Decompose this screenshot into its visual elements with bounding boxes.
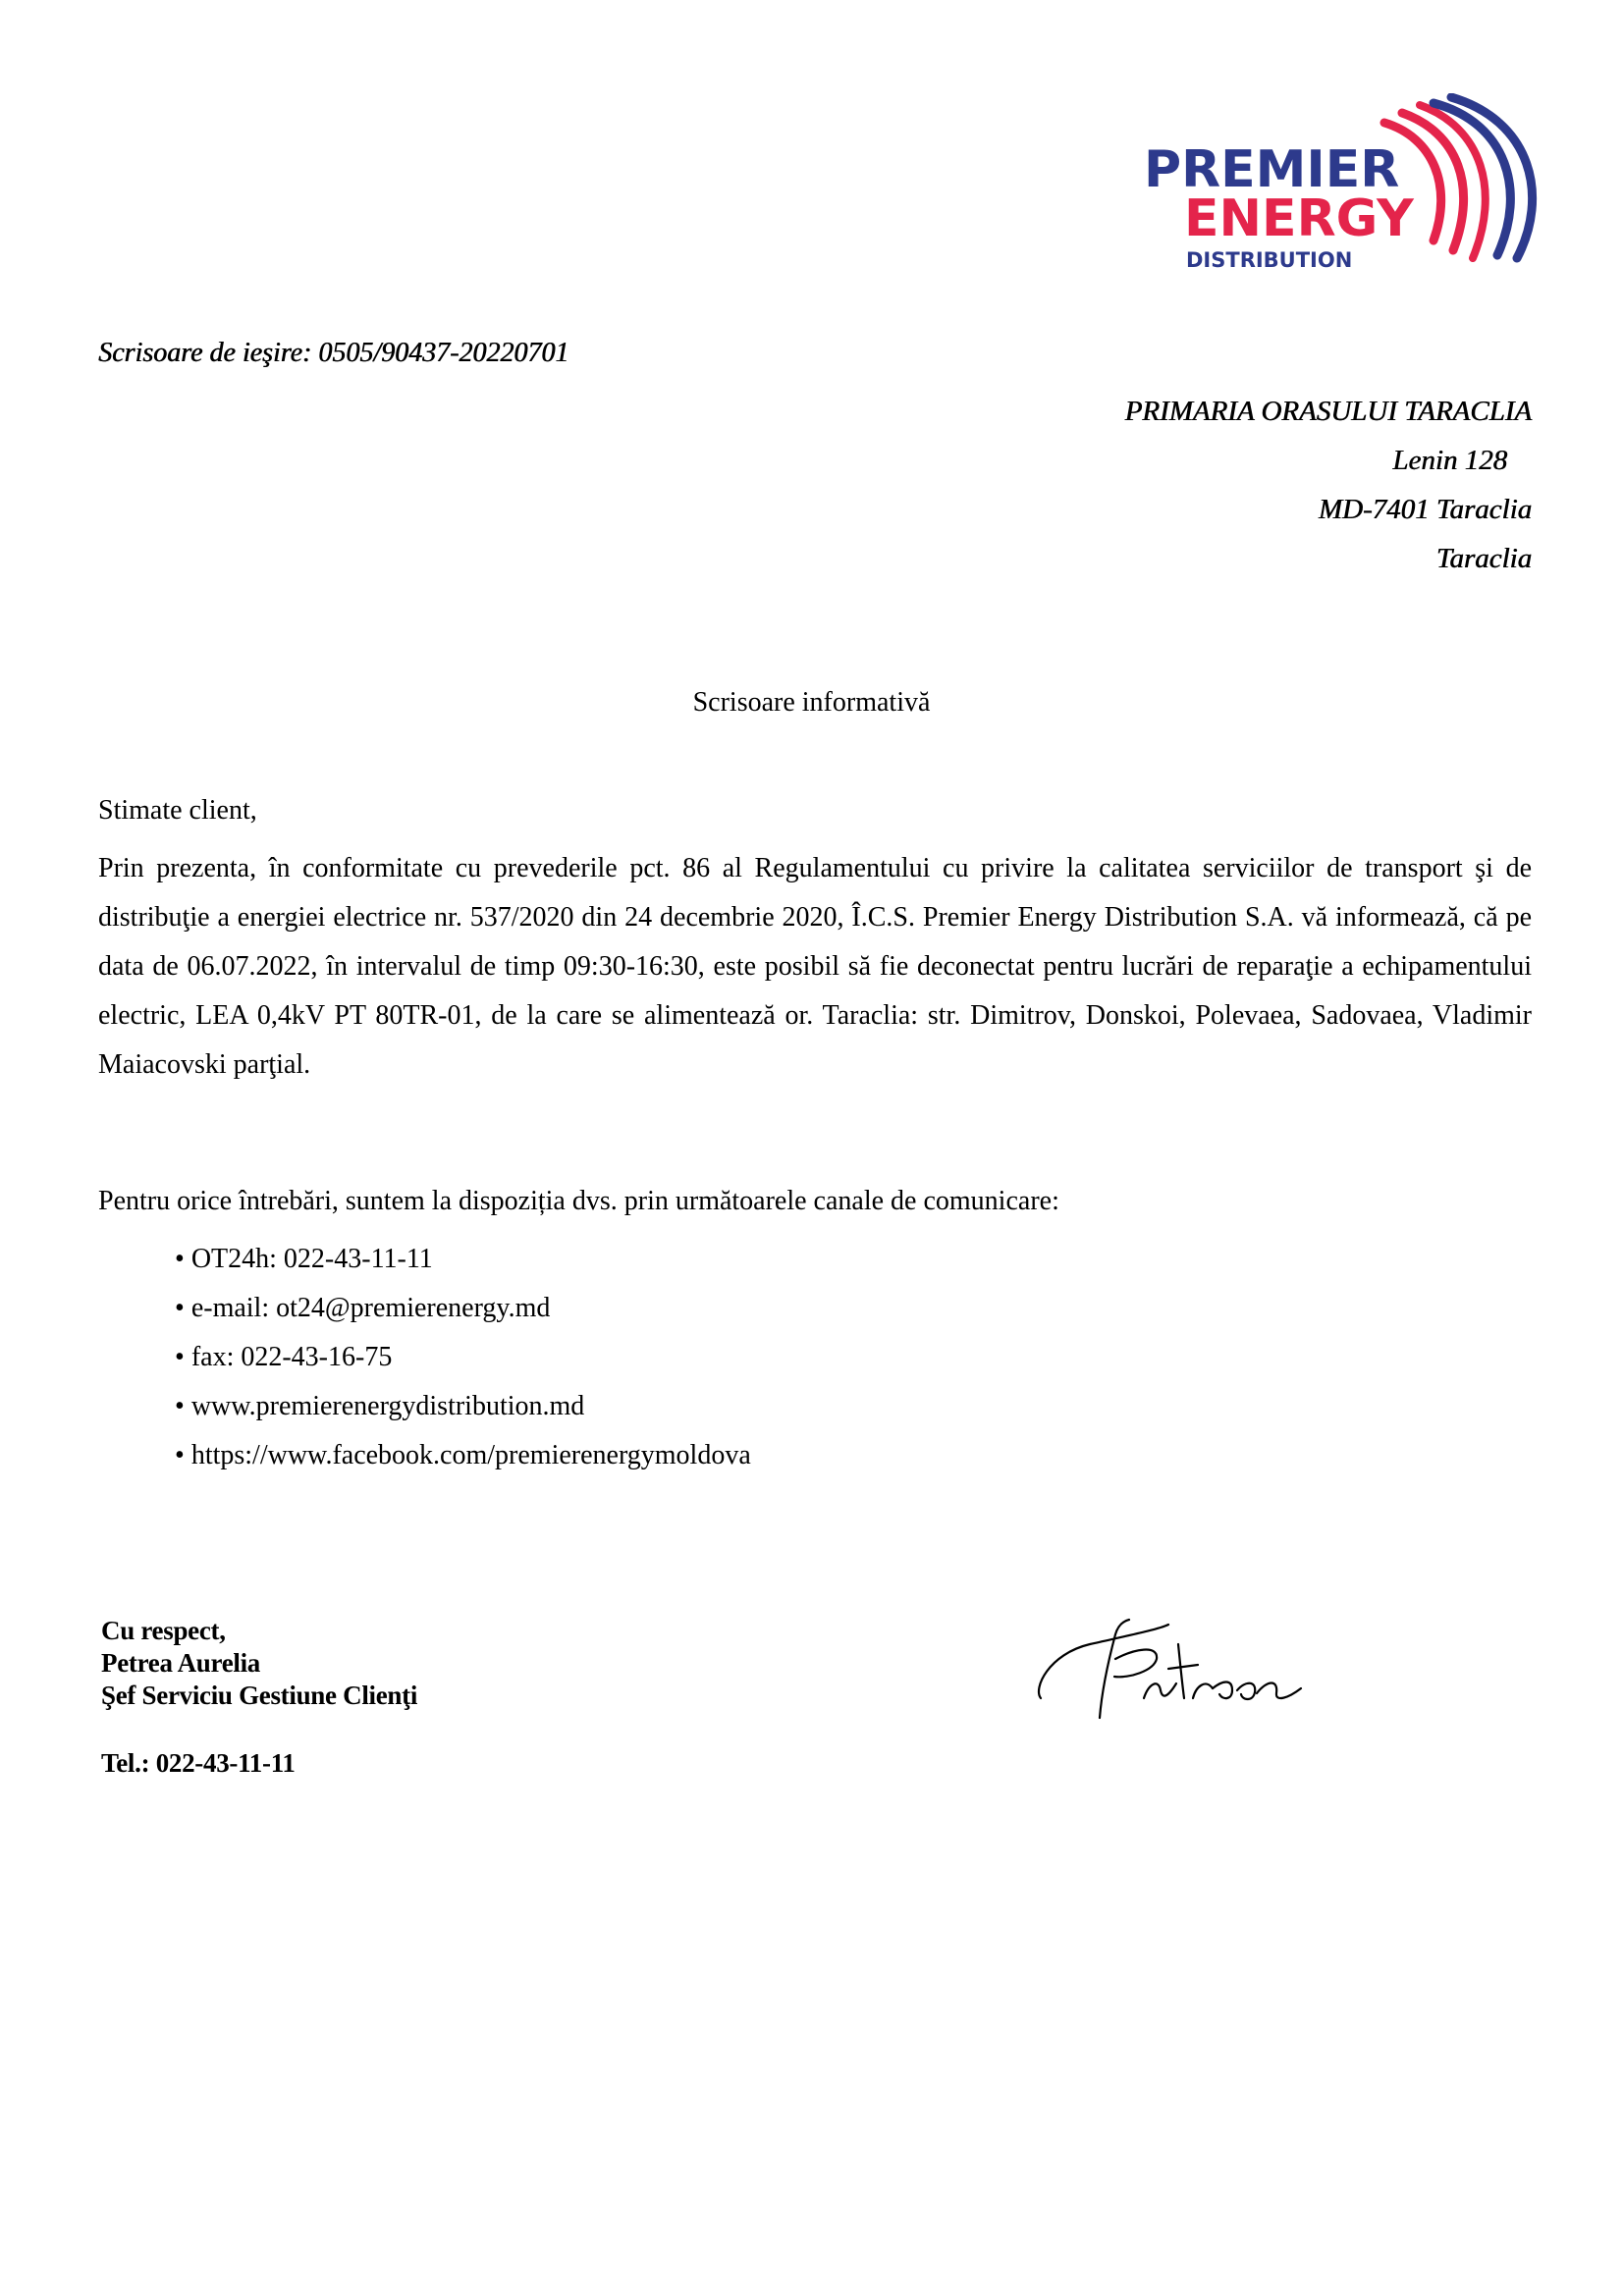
closing-block: [101, 1615, 417, 1780]
closing-regards: Cu respect,: [101, 1616, 226, 1645]
document-title: Scrisoare informativă: [692, 687, 931, 718]
recipient-city: Taraclia: [1435, 543, 1532, 574]
logo-line2: ENERGY: [1184, 189, 1414, 248]
recipient-postal: MD-7401 Taraclia: [1318, 494, 1532, 525]
body-paragraph: Prin prezenta, în conformitate cu prevederile pct. 86 al Regulamentului cu privire la calitatea serviciilor de transport şi de distribuţie a energiei electrice nr. 537/2020 din 24 decembrie 2020, Î.C.S. Premier Energy Distribution S.A. vă informează, că pe data de 06.07.2022, în intervalul de timp 09:30-16:30, este posibil să fie deconectat pentru lucrări de reparaţie a echipamentului electric, LEA 0,4kV PT 80TR-01, de la care se alimentează or. Taraclia: str. Dimitrov, Donskoi, Polevaea, Sadovaea, Vladimir Maiacovski parţial.: [98, 853, 1532, 1080]
contact-intro: Pentru orice întrebări, suntem la dispoziția dvs. prin următoarele canale de comunicare:: [98, 1186, 1059, 1216]
recipient-name: PRIMARIA ORASULUI TARACLIA: [1124, 396, 1532, 427]
greeting: Stimate client,: [98, 795, 257, 826]
recipient-address: [844, 387, 1532, 583]
logo-line1: PREMIER: [1144, 140, 1400, 199]
contact-email: • e-mail: ot24@premierenergy.md: [175, 1284, 751, 1333]
contact-website: • www.premierenergydistribution.md: [175, 1382, 751, 1431]
premier-energy-logo: [1139, 93, 1551, 280]
recipient-street: Lenin 128: [1392, 445, 1507, 476]
signatory-phone: Tel.: 022-43-11-11: [101, 1748, 296, 1778]
contact-phone: • OT24h: 022-43-11-11: [175, 1235, 751, 1284]
signatory-position: Şef Serviciu Gestiune Clienţi: [101, 1681, 418, 1710]
signatory-name: Petrea Aurelia: [101, 1648, 261, 1678]
contact-list: [175, 1235, 751, 1480]
contact-facebook: • https://www.facebook.com/premierenergymoldova: [175, 1431, 751, 1480]
handwritten-signature: [1031, 1600, 1325, 1737]
contact-fax: • fax: 022-43-16-75: [175, 1333, 751, 1382]
logo-line3: DISTRIBUTION: [1186, 248, 1353, 272]
outgoing-letter-reference: Scrisoare de ieşire: 0505/90437-20220701: [98, 338, 569, 368]
